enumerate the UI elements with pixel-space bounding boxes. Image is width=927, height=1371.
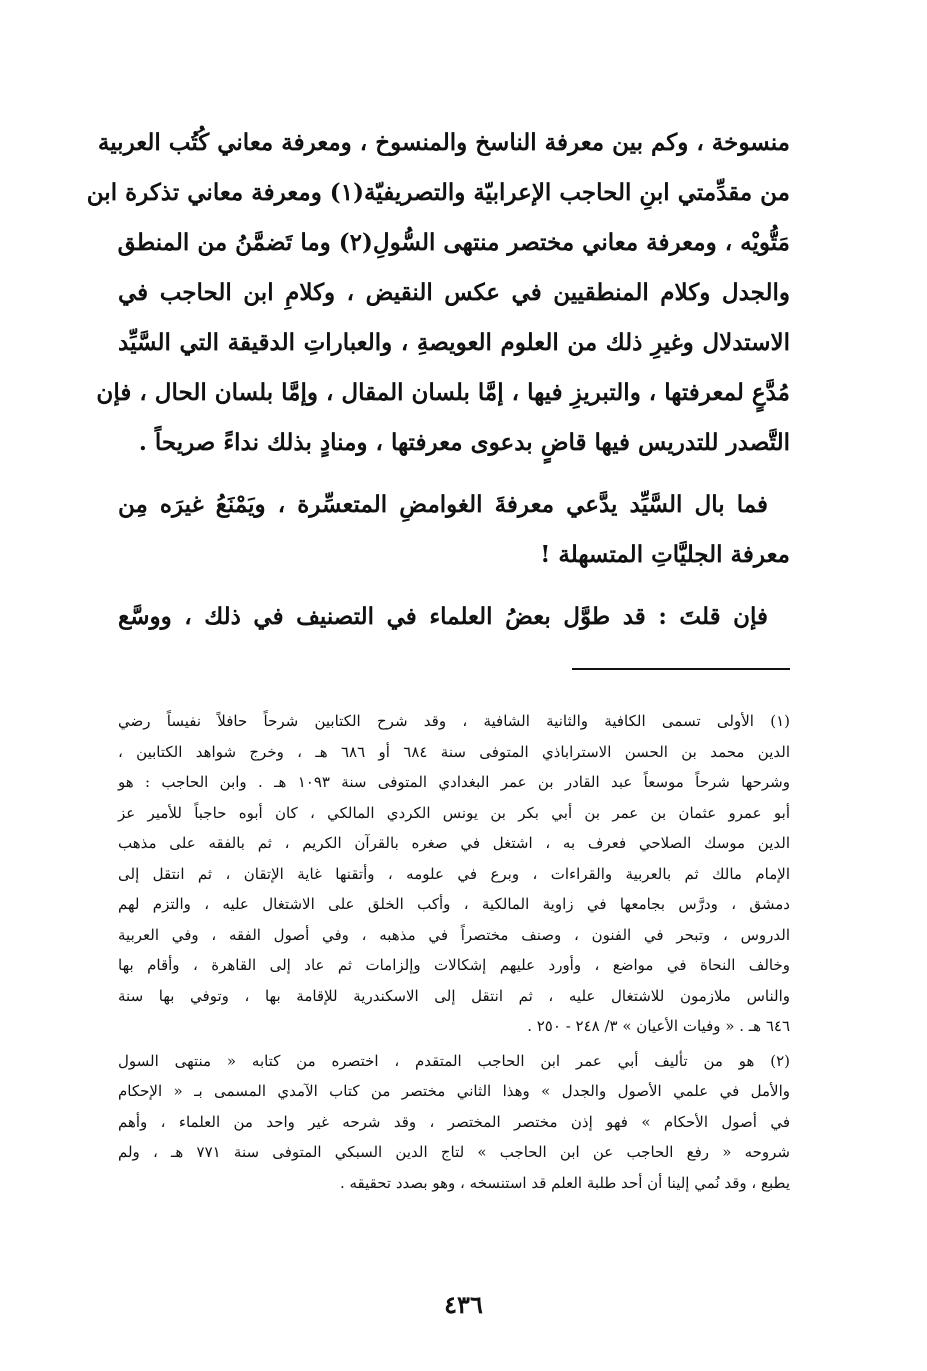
text-line: والجدل وكلام المنطقيين في عكس النقيض ، وكلامِ ابن الحاجب في [118,279,790,306]
page-number: ٤٣٦ [444,1290,483,1319]
footnote-line: والناس ملازمون للاشتغال عليه ، ثم انتقل إلى الاسكندرية للإقامة بها ، وتوفي بها سنة [118,986,790,1005]
footnote-line: الدين محمد بن الحسن الاستراباذي المتوفى سنة ٦٨٤ أو ٦٨٦ هـ ، وخرج شواهد الكتابين ، [118,742,791,761]
footnote-line: يطبع ، وقد نُمي إلينا أن أحد طلبة العلم قد استنسخه ، وهو بصدد تحقيقه . [339,1173,790,1192]
footnote-line: في أصول الأحكام » فهو إذن مختصر المختصر ، وقد شرحه غير واحد من العلماء ، وأهم [118,1112,790,1131]
footnotes-section [118,706,790,1198]
footnote-line: الدروس ، وتبحر في الفنون ، وصنف مختصراً في مذهبه ، وفي أصول الفقه ، وفي العربية [118,925,790,944]
text-line: مَتُّويْه ، ومعرفة معاني مختصر منتهى السُّولِ(٢) وما تَضمَّنُ من المنطق [117,229,790,256]
paragraph-2 [118,480,790,580]
text-line: مُدَّعٍ لمعرفتها ، والتبريزِ فيها ، إمَّا بلسان المقال ، وإمَّا بلسان الحال ، فإن [96,379,790,406]
footnote-line: الإمام مالك ثم بالعربية والقراءات ، وبرع في علومه ، وأتقنها غاية الإتقان ، ثم انتقل إلى [118,864,790,883]
text-line: فإن قلتَ : قد طوَّل بعضُ العلماء في التصنيف في ذلك ، ووسَّع [118,603,768,630]
footnote-line: وخالف النحاة في مواضع ، وأورد عليهم إشكالات وإلزامات ثم عاد إلى القاهرة ، وأقام بها [118,956,790,974]
main-text-body [86,118,790,642]
footnote-separator-rule [572,668,790,670]
footnote-line: شروحه « رفع الحاجب عن ابن الحاجب » لتاج الدين السبكي المتوفى سنة ٧٧١ هـ ، ولم [118,1143,790,1161]
text-line: معرفة الجليَّاتِ المتسهلة ! [540,541,790,568]
footnote-line: دمشق ، ودرَّس بجامعها في زاوية المالكية ، وأكب الخلق على الاشتغال عليه ، والتزم لهم [118,895,790,913]
footnote-line: وشرحها شرحاً موسعاً عبد القادر بن عمر البغدادي المتوفى سنة ١٠٩٣ هـ . وابن الحاجب : هو [118,773,790,791]
text-line: منسوخة ، وكم بين معرفة الناسخ والمنسوخ ، ومعرفة معاني كُتُب العربية [97,129,790,156]
footnote-line: ٦٤٦ هـ . « وفيات الأعيان » ٣/ ٢٤٨ - ٢٥٠ . [527,1017,790,1035]
footnote-line: (١) الأولى تسمى الكافية والثانية الشافية ، وقد شرح الكتابين شرحاً حافلاً نفيساً رضي [118,712,790,730]
footnote-line: أبو عمرو عثمان بن عمر بن أبي بكر بن يونس الكردي المالكي ، كان أبوه حاجباً للأمير عز [118,803,790,822]
paragraph-3 [118,592,790,642]
paragraph-gap [118,468,790,480]
footnote-1 [118,706,790,1042]
footnote-line: الدين موسك الصلاحي فعرف به ، اشتغل في صغره بالقرآن الكريم ، ثم بالفقه على مذهب [118,834,790,852]
footnote-line: (٢) هو من تأليف أبي عمر ابن الحاجب المتقدم ، اختصره من كتابه « منتهى السول [118,1051,790,1070]
text-line: الاستدلال وغيرِ ذلك من العلوم العويصةِ ، والعباراتِ الدقيقة التي السَّيِّد [118,329,790,356]
paragraph-1 [86,118,790,468]
text-line: فما بال السَّيِّد يدَّعي معرفةَ الغوامضِ المتعسِّرة ، ويَمْنَعُ غيرَه مِن [118,491,768,518]
paragraph-gap [118,580,790,592]
text-line: التَّصدر للتدريس فيها قاضٍ بدعوى معرفتها ، ومنادٍ بذلك نداءً صريحاً . [138,429,790,456]
footnote-line: والأمل في علمي الأصول والجدل » وهذا الثاني مختصر من كتاب الآمدي المسمى بـ « الإحكام [118,1082,790,1100]
text-line: من مقدِّمتي ابنِ الحاجب الإعرابيّة والتصريفيّة(١) ومعرفة معاني تذكرة ابن [86,179,790,206]
footnote-2 [118,1046,790,1199]
